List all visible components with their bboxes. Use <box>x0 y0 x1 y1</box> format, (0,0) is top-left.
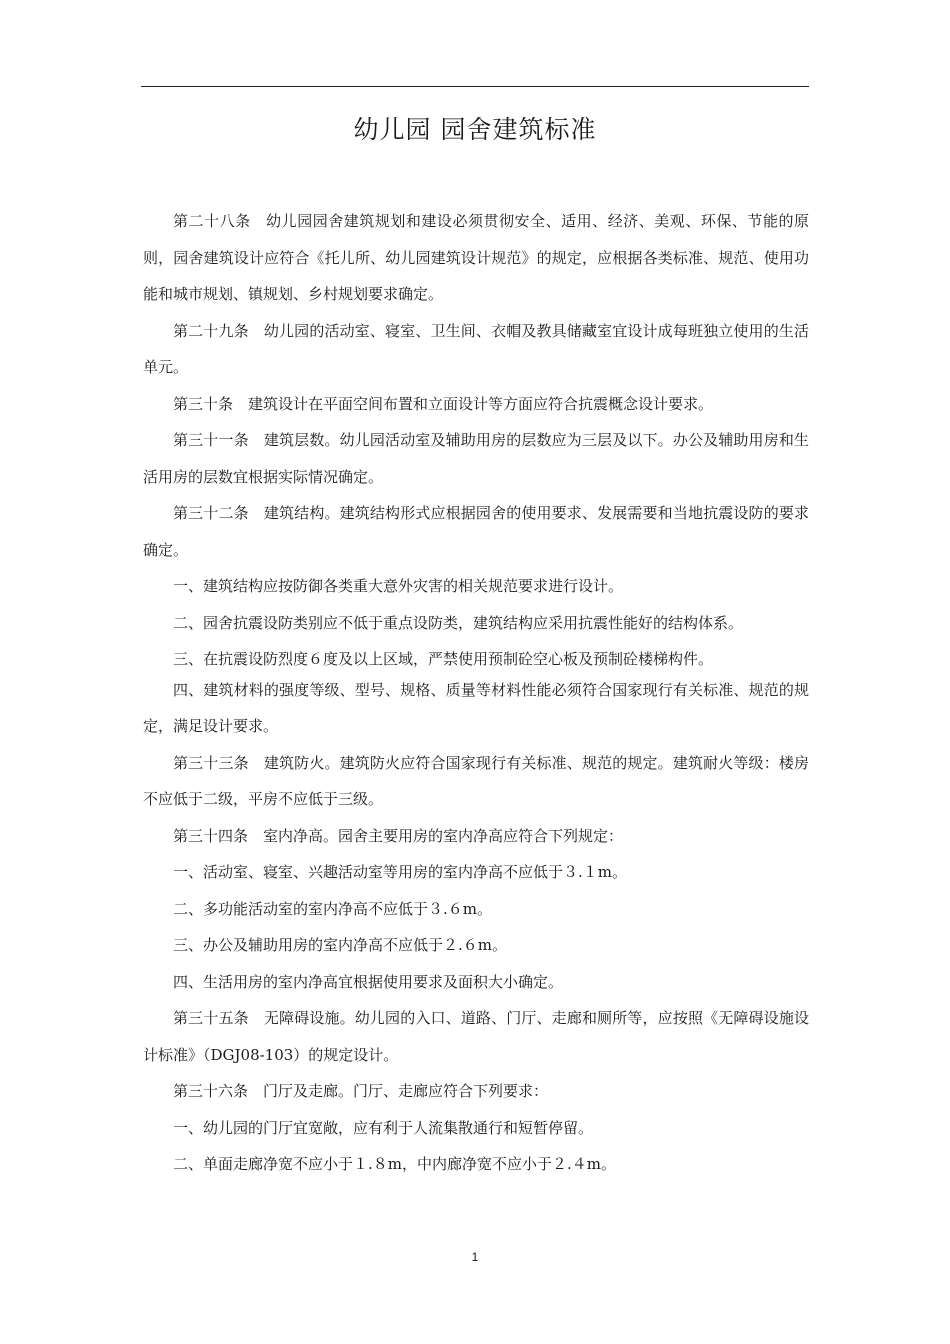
paragraph-article-35: 第三十五条 无障碍设施。幼儿园的入口、道路、门厅、走廊和厕所等，应按照《无障碍设施设计标准》（DGJ08-103）的规定设计。 <box>143 1009 809 1064</box>
header-rule <box>141 86 809 87</box>
paragraph-article-34: 第三十四条 室内净高。园舍主要用房的室内净高应符合下列规定： <box>173 826 624 845</box>
paragraph-article-30: 第三十条 建筑设计在平面空间布置和立面设计等方面应符合抗震概念设计要求。 <box>173 394 714 413</box>
paragraph-article-36: 第三十六条 门厅及走廊。门厅、走廊应符合下列要求： <box>173 1082 549 1100</box>
paragraph-article-32-item-1: 一、建筑结构应按防御各类重大意外灾害的相关规范要求进行设计。 <box>173 577 624 595</box>
paragraph-article-29: 第二十九条 幼儿园的活动室、寝室、卫生间、衣帽及教具储藏室宜设计成每班独立使用的生活单元。 <box>143 321 809 376</box>
paragraph-article-34-item-3: 三、办公及辅助用房的室内净高不应低于２.６m。 <box>173 936 507 954</box>
paragraph-article-32-item-4: 四、建筑材料的强度等级、型号、规格、质量等材料性能必须符合国家现行有关标准、规范的规定，满足设计要求。 <box>143 680 809 735</box>
paragraph-article-34-item-2: 二、多功能活动室的室内净高不应低于３.６m。 <box>173 899 492 918</box>
paragraph-article-31: 第三十一条 建筑层数。幼儿园活动室及辅助用房的层数应为三层及以下。办公及辅助用房和生活用房的层数宜根据实际情况确定。 <box>143 431 809 486</box>
paragraph-article-32-item-3: 三、在抗震设防烈度６度及以上区域，严禁使用预制砼空心板及预制砼楼梯构件。 <box>173 650 714 668</box>
paragraph-article-36-item-1: 一、幼儿园的门厅宜宽敞，应有利于人流集散通行和短暂停留。 <box>173 1118 594 1137</box>
paragraph-article-32-item-2: 二、园舍抗震设防类别应不低于重点设防类，建筑结构应采用抗震性能好的结构体系。 <box>173 613 744 632</box>
paragraph-article-32: 第三十二条 建筑结构。建筑结构形式应根据园舍的使用要求、发展需要和当地抗震设防的要求确定。 <box>143 504 809 559</box>
paragraph-article-33: 第三十三条 建筑防火。建筑防火应符合国家现行有关标准、规范的规定。建筑耐火等级：楼房不应低于二级，平房不应低于三级。 <box>143 753 809 808</box>
document-title: 幼儿园 园舍建筑标准 <box>353 115 597 144</box>
paragraph-article-34-item-4: 四、生活用房的室内净高宜根据使用要求及面积大小确定。 <box>173 972 564 991</box>
paragraph-article-36-item-2: 二、单面走廊净宽不应小于１.８m，中内廊净宽不应小于２.４m。 <box>173 1155 616 1173</box>
paragraph-article-34-item-1: 一、活动室、寝室、兴趣活动室等用房的室内净高不应低于３.１m。 <box>173 863 627 881</box>
paragraph-article-28: 第二十八条 幼儿园园舍建筑规划和建设必须贯彻安全、适用、经济、美观、环保、节能的原则，园舍建筑设计应符合《托儿所、幼儿园建筑设计规范》的规定，应根据各类标准、规范、使用功能和城市规划、镇规划、乡村规划要求确定。 <box>143 212 809 303</box>
document-body <box>143 203 809 1183</box>
page-number: 1 <box>471 1250 479 1264</box>
